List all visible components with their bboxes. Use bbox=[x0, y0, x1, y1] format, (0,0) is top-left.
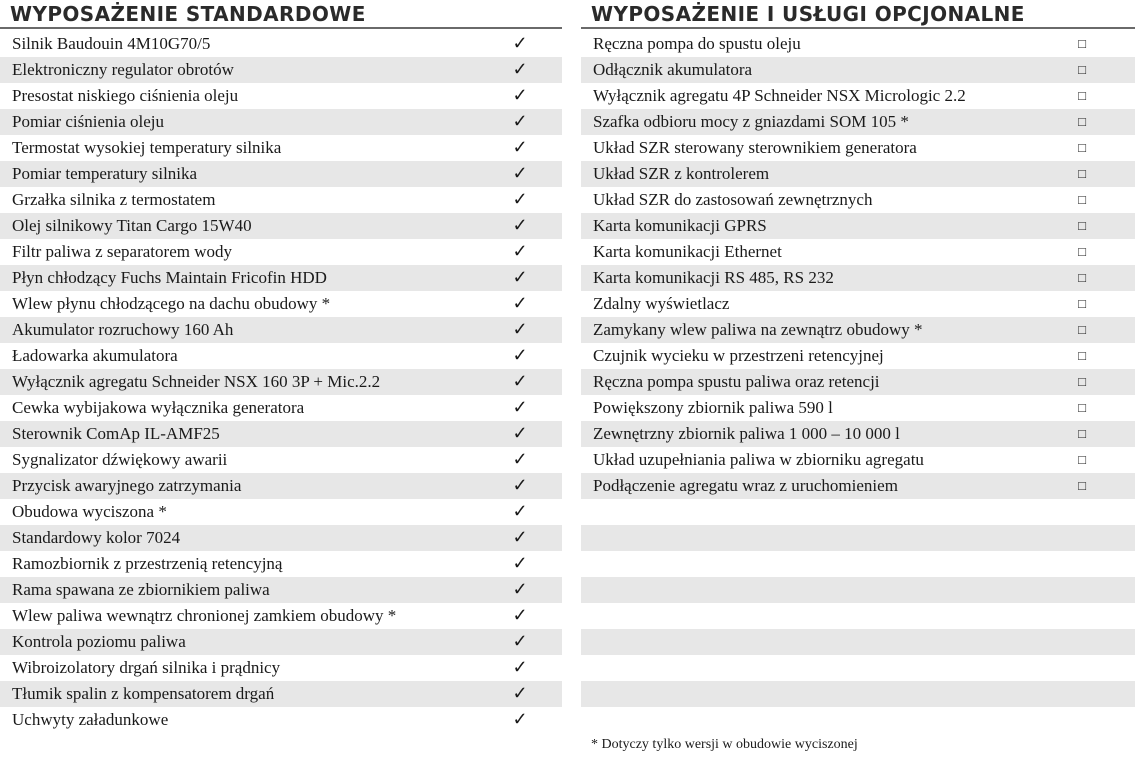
checkmark-icon: ✓ bbox=[512, 371, 528, 391]
checkbox-icon: □ bbox=[1078, 452, 1086, 467]
list-item bbox=[0, 109, 562, 135]
item-label: Układ uzupełniania paliwa w zbiorniku agregatu bbox=[593, 450, 924, 469]
list-item bbox=[581, 109, 1135, 135]
checkbox-icon: □ bbox=[1078, 244, 1086, 259]
item-label: Ramozbiornik z przestrzenią retencyjną bbox=[12, 554, 283, 573]
list-item bbox=[0, 317, 562, 343]
checkmark-icon: ✓ bbox=[512, 85, 528, 105]
checkbox-icon: □ bbox=[1078, 192, 1086, 207]
list-item bbox=[581, 57, 1135, 83]
list-item bbox=[0, 135, 562, 161]
footnote: * Dotyczy tylko wersji w obudowie wyciszonej bbox=[591, 737, 858, 752]
list-item bbox=[0, 369, 562, 395]
list-item bbox=[0, 343, 562, 369]
checkmark-icon: ✓ bbox=[512, 215, 528, 235]
item-label: Powiększony zbiornik paliwa 590 l bbox=[593, 398, 833, 417]
item-label: Kontrola poziomu paliwa bbox=[12, 632, 186, 651]
item-label: Podłączenie agregatu wraz z uruchomieniem bbox=[593, 476, 898, 495]
item-label: Przycisk awaryjnego zatrzymania bbox=[12, 476, 242, 495]
item-label: Płyn chłodzący Fuchs Maintain Fricofin HDD bbox=[12, 268, 327, 287]
list-item bbox=[0, 395, 562, 421]
checkmark-icon: ✓ bbox=[512, 683, 528, 703]
checkbox-icon: □ bbox=[1078, 348, 1086, 363]
checkbox-icon: □ bbox=[1078, 270, 1086, 285]
item-label: Silnik Baudouin 4M10G70/5 bbox=[12, 34, 211, 53]
checkmark-icon: ✓ bbox=[512, 449, 528, 469]
checkbox-icon: □ bbox=[1078, 400, 1086, 415]
checkbox-icon: □ bbox=[1078, 296, 1086, 311]
list-item bbox=[581, 317, 1135, 343]
list-item bbox=[581, 83, 1135, 109]
list-item bbox=[0, 707, 562, 733]
checkmark-icon: ✓ bbox=[512, 345, 528, 365]
list-item bbox=[581, 551, 1135, 577]
list-item bbox=[0, 421, 562, 447]
list-item bbox=[581, 421, 1135, 447]
checkmark-icon: ✓ bbox=[512, 423, 528, 443]
list-item bbox=[0, 291, 562, 317]
item-label: Wlew płynu chłodzącego na dachu obudowy * bbox=[12, 294, 331, 313]
checkmark-icon: ✓ bbox=[512, 319, 528, 339]
list-item bbox=[581, 473, 1135, 499]
optional-equipment-heading: WYPOSAŻENIE I USŁUGI OPCJONALNE bbox=[581, 0, 1135, 29]
list-item bbox=[0, 655, 562, 681]
checkbox-icon: □ bbox=[1078, 36, 1086, 51]
list-item bbox=[0, 681, 562, 707]
checkbox-icon: □ bbox=[1078, 140, 1086, 155]
item-label: Elektroniczny regulator obrotów bbox=[12, 60, 234, 79]
list-item bbox=[0, 551, 562, 577]
item-label: Filtr paliwa z separatorem wody bbox=[12, 242, 232, 261]
item-label: Ręczna pompa spustu paliwa oraz retencji bbox=[593, 372, 880, 391]
list-item bbox=[581, 577, 1135, 603]
item-label: Pomiar ciśnienia oleju bbox=[12, 112, 165, 131]
list-item bbox=[581, 291, 1135, 317]
checkmark-icon: ✓ bbox=[512, 527, 528, 547]
item-label: Wyłącznik agregatu Schneider NSX 160 3P + Mic.2.2 bbox=[12, 372, 381, 391]
item-label: Wyłącznik agregatu 4P Schneider NSX Micrologic 2.2 bbox=[593, 86, 966, 105]
checkmark-icon: ✓ bbox=[512, 293, 528, 313]
item-label: Sygnalizator dźwiękowy awarii bbox=[12, 450, 228, 469]
standard-equipment-list bbox=[0, 31, 562, 733]
list-item bbox=[0, 83, 562, 109]
item-label: Zamykany wlew paliwa na zewnątrz obudowy * bbox=[593, 320, 923, 339]
list-item bbox=[0, 447, 562, 473]
checkmark-icon: ✓ bbox=[512, 501, 528, 521]
list-item bbox=[0, 57, 562, 83]
checkmark-icon: ✓ bbox=[512, 33, 528, 53]
list-item bbox=[0, 31, 562, 57]
item-label: Ręczna pompa do spustu oleju bbox=[593, 34, 801, 53]
item-label: Wibroizolatory drgań silnika i prądnicy bbox=[12, 658, 281, 677]
list-item bbox=[581, 603, 1135, 629]
item-label: Grzałka silnika z termostatem bbox=[12, 190, 216, 209]
checkmark-icon: ✓ bbox=[512, 631, 528, 651]
item-label: Zewnętrzny zbiornik paliwa 1 000 – 10 000 l bbox=[593, 424, 900, 443]
list-item bbox=[581, 655, 1135, 681]
list-item bbox=[0, 239, 562, 265]
checkmark-icon: ✓ bbox=[512, 475, 528, 495]
checkbox-icon: □ bbox=[1078, 114, 1086, 129]
standard-equipment-panel bbox=[0, 0, 562, 733]
list-item bbox=[0, 473, 562, 499]
list-item bbox=[581, 395, 1135, 421]
checkmark-icon: ✓ bbox=[512, 111, 528, 131]
item-label: Karta komunikacji RS 485, RS 232 bbox=[593, 268, 834, 287]
list-item bbox=[0, 187, 562, 213]
item-label: Układ SZR sterowany sterownikiem generatora bbox=[593, 138, 917, 157]
item-label: Pomiar temperatury silnika bbox=[12, 164, 198, 183]
checkbox-icon: □ bbox=[1078, 478, 1086, 493]
item-label: Odłącznik akumulatora bbox=[593, 60, 753, 79]
item-label: Uchwyty załadunkowe bbox=[12, 710, 169, 729]
item-label: Presostat niskiego ciśnienia oleju bbox=[12, 86, 239, 105]
item-label: Zdalny wyświetlacz bbox=[593, 294, 730, 313]
list-item bbox=[581, 135, 1135, 161]
list-item bbox=[581, 187, 1135, 213]
checkmark-icon: ✓ bbox=[512, 605, 528, 625]
checkmark-icon: ✓ bbox=[512, 709, 528, 729]
item-label: Obudowa wyciszona * bbox=[12, 502, 167, 521]
checkbox-icon: □ bbox=[1078, 426, 1086, 441]
item-label: Czujnik wycieku w przestrzeni retencyjnej bbox=[593, 346, 884, 365]
item-label: Układ SZR z kontrolerem bbox=[593, 164, 770, 183]
checkmark-icon: ✓ bbox=[512, 189, 528, 209]
standard-equipment-heading: WYPOSAŻENIE STANDARDOWE bbox=[0, 0, 562, 29]
checkmark-icon: ✓ bbox=[512, 59, 528, 79]
item-label: Akumulator rozruchowy 160 Ah bbox=[12, 320, 234, 339]
list-item bbox=[0, 525, 562, 551]
optional-equipment-panel bbox=[581, 0, 1135, 733]
list-item bbox=[581, 499, 1135, 525]
checkmark-icon: ✓ bbox=[512, 267, 528, 287]
item-label: Szafka odbioru mocy z gniazdami SOM 105 * bbox=[593, 112, 909, 131]
item-label: Karta komunikacji GPRS bbox=[593, 216, 767, 235]
item-label: Cewka wybijakowa wyłącznika generatora bbox=[12, 398, 305, 417]
list-item bbox=[581, 265, 1135, 291]
list-item bbox=[581, 239, 1135, 265]
list-item bbox=[581, 213, 1135, 239]
list-item bbox=[581, 681, 1135, 707]
checkmark-icon: ✓ bbox=[512, 657, 528, 677]
item-label: Standardowy kolor 7024 bbox=[12, 528, 181, 547]
item-label: Wlew paliwa wewnątrz chronionej zamkiem obudowy * bbox=[12, 606, 397, 625]
list-item bbox=[0, 499, 562, 525]
checkmark-icon: ✓ bbox=[512, 241, 528, 261]
item-label: Sterownik ComAp IL-AMF25 bbox=[12, 424, 220, 443]
list-item bbox=[581, 343, 1135, 369]
list-item bbox=[581, 707, 1135, 733]
list-item bbox=[581, 31, 1135, 57]
item-label: Ładowarka akumulatora bbox=[12, 346, 178, 365]
checkmark-icon: ✓ bbox=[512, 553, 528, 573]
list-item bbox=[0, 265, 562, 291]
checkmark-icon: ✓ bbox=[512, 579, 528, 599]
checkmark-icon: ✓ bbox=[512, 397, 528, 417]
list-item bbox=[581, 447, 1135, 473]
optional-equipment-list bbox=[581, 31, 1135, 733]
list-item bbox=[581, 161, 1135, 187]
checkbox-icon: □ bbox=[1078, 322, 1086, 337]
item-label: Olej silnikowy Titan Cargo 15W40 bbox=[12, 216, 252, 235]
list-item bbox=[0, 603, 562, 629]
checkbox-icon: □ bbox=[1078, 218, 1086, 233]
item-label: Tłumik spalin z kompensatorem drgań bbox=[12, 684, 275, 703]
checkbox-icon: □ bbox=[1078, 88, 1086, 103]
list-item bbox=[0, 577, 562, 603]
list-item bbox=[581, 525, 1135, 551]
checkbox-icon: □ bbox=[1078, 374, 1086, 389]
list-item bbox=[0, 213, 562, 239]
checkbox-icon: □ bbox=[1078, 166, 1086, 181]
item-label: Układ SZR do zastosowań zewnętrznych bbox=[593, 190, 873, 209]
checkmark-icon: ✓ bbox=[512, 163, 528, 183]
item-label: Termostat wysokiej temperatury silnika bbox=[12, 138, 282, 157]
list-item bbox=[0, 629, 562, 655]
list-item bbox=[0, 161, 562, 187]
checkmark-icon: ✓ bbox=[512, 137, 528, 157]
item-label: Karta komunikacji Ethernet bbox=[593, 242, 782, 261]
list-item bbox=[581, 629, 1135, 655]
checkbox-icon: □ bbox=[1078, 62, 1086, 77]
list-item bbox=[581, 369, 1135, 395]
item-label: Rama spawana ze zbiornikiem paliwa bbox=[12, 580, 270, 599]
